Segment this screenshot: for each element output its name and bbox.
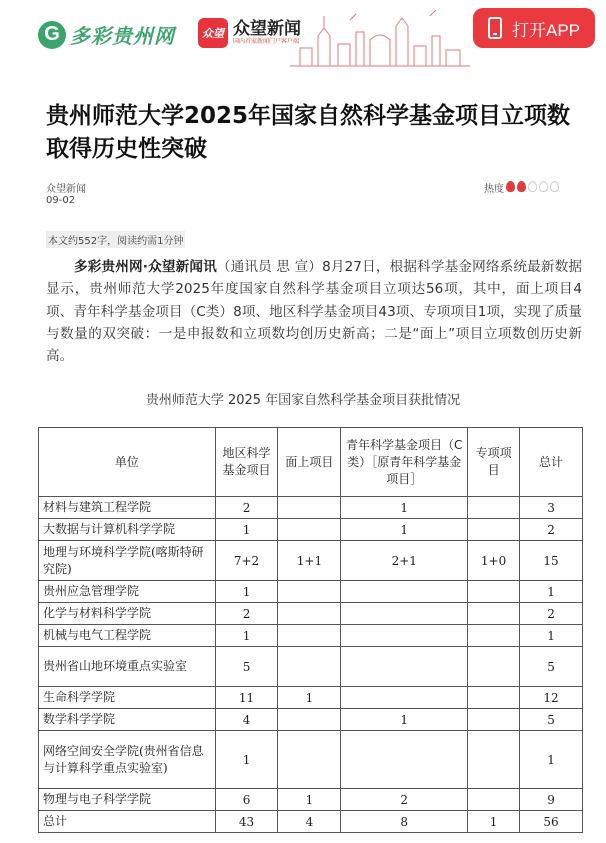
- table-row: [39, 811, 583, 833]
- funding-table: [38, 427, 583, 833]
- duocai-guizhou-logo[interactable]: [38, 20, 175, 49]
- heat-flames: [504, 181, 559, 195]
- table-row: [39, 731, 583, 789]
- cell-value: 1: [341, 709, 468, 731]
- cell-value: 11: [215, 687, 278, 709]
- cell-unit: 生命科学学院: [39, 687, 216, 709]
- cell-unit: 化学与材料科学学院: [39, 603, 216, 625]
- cell-value: 12: [520, 687, 583, 709]
- table-row: [39, 541, 583, 581]
- cell-value: 1: [278, 789, 341, 811]
- cell-unit: 贵州应急管理学院: [39, 581, 216, 603]
- cell-value: 43: [215, 811, 278, 833]
- zhongwang-badge-icon: 众望: [198, 18, 228, 48]
- cell-value: [341, 625, 468, 647]
- flame-icon: [506, 181, 515, 192]
- header-general: 面上项目: [278, 428, 341, 497]
- table-row: [39, 625, 583, 647]
- lead-text: （通讯员 思 宣）8月27日，根据科学基金网络系统最新数据显示，贵州师范大学2025年度国家自然科学基金项目立项达56项，其中，面上项目4项、青年科学基金项目（C类）8项、地区科学基金项目43项、专项项目1项，实现了质量与数量的双突破：一是申报数和立项数均创历史新高；二是“面上”项目立项数创历史新高。: [46, 259, 582, 365]
- open-app-label: 打开APP: [511, 20, 581, 40]
- read-info: 本文约552字，阅读约需1分钟: [46, 231, 185, 248]
- logo1-text: 多彩贵州网: [70, 24, 175, 48]
- logo-g-icon: G: [38, 21, 66, 49]
- cell-value: 56: [520, 811, 583, 833]
- table-row: [39, 581, 583, 603]
- cell-value: 7+2: [215, 541, 278, 581]
- cell-value: [468, 625, 520, 647]
- cell-unit: 贵州省山地环境重点实验室: [39, 647, 216, 687]
- cell-value: [341, 581, 468, 603]
- top-bar: [0, 0, 606, 74]
- cell-value: [278, 497, 341, 519]
- cell-value: 1: [341, 519, 468, 541]
- cell-value: [468, 647, 520, 687]
- table-row: [39, 497, 583, 519]
- cell-value: [468, 519, 520, 541]
- cell-value: [468, 709, 520, 731]
- cell-value: [278, 519, 341, 541]
- cell-unit: 地理与环境科学学院(喀斯特研究院): [39, 541, 216, 581]
- cell-value: 1: [520, 731, 583, 789]
- cell-value: 2: [215, 603, 278, 625]
- cell-value: 5: [520, 647, 583, 687]
- cell-value: [278, 603, 341, 625]
- cell-value: [341, 731, 468, 789]
- cell-value: 1: [215, 731, 278, 789]
- cell-value: [278, 731, 341, 789]
- flame-icon: [539, 181, 548, 192]
- header-youth: 青年科学基金项目（C 类）［原青年科学基金项目］: [341, 428, 468, 497]
- cell-value: 1: [520, 625, 583, 647]
- open-app-button[interactable]: [473, 8, 595, 48]
- cell-value: 1+0: [468, 541, 520, 581]
- cell-unit: 大数据与计算机科学学院: [39, 519, 216, 541]
- cell-unit: 数学科学学院: [39, 709, 216, 731]
- table-caption: 贵州师范大学 2025 年国家自然科学基金项目获批情况: [145, 393, 461, 408]
- flame-icon: [517, 181, 526, 192]
- cell-value: 1: [215, 519, 278, 541]
- article-source[interactable]: 众望新闻: [46, 184, 86, 195]
- cell-value: 2+1: [341, 541, 468, 581]
- cell-value: 3: [520, 497, 583, 519]
- cell-value: 1: [520, 581, 583, 603]
- cell-unit: 机械与电气工程学院: [39, 625, 216, 647]
- logo2-name: 众望新闻: [233, 19, 301, 39]
- table-row: [39, 519, 583, 541]
- cell-unit: 材料与建筑工程学院: [39, 497, 216, 519]
- cell-value: 1: [278, 687, 341, 709]
- cell-value: [278, 647, 341, 687]
- heat-label: 热度: [484, 184, 504, 195]
- cell-unit: 网络空间安全学院(贵州省信息与计算科学重点实验室): [39, 731, 216, 789]
- cell-value: [468, 581, 520, 603]
- cell-value: [468, 497, 520, 519]
- header-special: 专项项目: [468, 428, 520, 497]
- lead-bold: 多彩贵州网·众望新闻讯: [74, 259, 217, 275]
- cell-value: [278, 709, 341, 731]
- cell-value: 1: [341, 497, 468, 519]
- cell-value: 5: [520, 709, 583, 731]
- cell-value: [278, 625, 341, 647]
- cell-value: 4: [278, 811, 341, 833]
- cell-value: 9: [520, 789, 583, 811]
- header-regional: 地区科学基金项目: [215, 428, 278, 497]
- logo2-tagline: 国内首家新闻门户客户端: [233, 38, 300, 45]
- cell-unit: 物理与电子科学学院: [39, 789, 216, 811]
- cell-value: [341, 647, 468, 687]
- cell-value: 1+1: [278, 541, 341, 581]
- zhongwang-news-logo[interactable]: [198, 18, 301, 48]
- article-date: 09-02: [46, 195, 76, 206]
- cell-value: 1: [468, 811, 520, 833]
- cell-value: 1: [215, 581, 278, 603]
- flame-icon: [550, 181, 559, 192]
- phone-icon: [488, 17, 502, 39]
- article-title: 贵州师范大学2025年国家自然科学基金项目立项数取得历史性突破: [46, 103, 571, 162]
- table-row: [39, 647, 583, 687]
- table-row: [39, 687, 583, 709]
- header-total: 总计: [520, 428, 583, 497]
- cell-value: 5: [215, 647, 278, 687]
- flame-icon: [528, 181, 537, 192]
- article-paragraph: [46, 256, 582, 367]
- cell-value: [341, 603, 468, 625]
- cell-value: 2: [341, 789, 468, 811]
- cell-value: [468, 731, 520, 789]
- table-row: [39, 603, 583, 625]
- table-row: [39, 709, 583, 731]
- cell-value: 2: [520, 603, 583, 625]
- cell-unit: 总计: [39, 811, 216, 833]
- cell-value: 2: [520, 519, 583, 541]
- cell-value: 6: [215, 789, 278, 811]
- cell-value: 2: [215, 497, 278, 519]
- table-row: [39, 789, 583, 811]
- cell-value: 4: [215, 709, 278, 731]
- heat-indicator: [484, 180, 559, 195]
- cell-value: [468, 603, 520, 625]
- cell-value: [468, 687, 520, 709]
- cell-value: 1: [215, 625, 278, 647]
- city-skyline-decoration: [290, 6, 470, 70]
- header-unit: 单位: [39, 428, 216, 497]
- cell-value: 15: [520, 541, 583, 581]
- cell-value: [341, 687, 468, 709]
- cell-value: [278, 581, 341, 603]
- cell-value: [468, 789, 520, 811]
- table-header-row: [39, 428, 583, 497]
- cell-value: 8: [341, 811, 468, 833]
